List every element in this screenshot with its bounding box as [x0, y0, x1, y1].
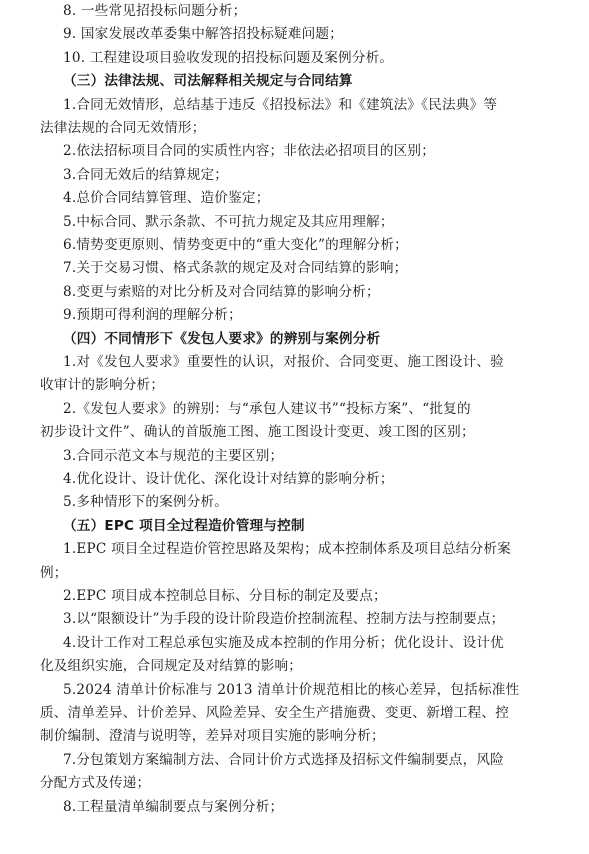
text-line: 化及组织实施，合同规定及对结算的影响；	[40, 658, 303, 675]
section-heading: （三）法律法规、司法解释相关规定与合同结算	[63, 73, 353, 90]
text-line: 3.以“限额设计”为手段的设计阶段造价控制流程、控制方法与控制要点；	[63, 611, 505, 628]
text-line: 2.依法招标项目合同的实质性内容；非依法必招项目的区别；	[63, 143, 436, 160]
section-heading: （四）不同情形下《发包人要求》的辨别与案例分析	[63, 330, 381, 347]
text-line: 收审计的影响分析；	[40, 377, 165, 394]
text-line: 4.总价合同结算管理、造价鉴定；	[63, 190, 270, 207]
text-line: 制价编制、澄清与说明等，差异对项目实施的影响分析；	[40, 728, 385, 745]
text-line: 5.中标合同、默示条款、不可抗力规定及其应用理解；	[63, 213, 394, 230]
text-line: 8.变更与索赔的对比分析及对合同结算的影响分析；	[63, 283, 380, 300]
section-heading: （五）EPC 项目全过程造价管理与控制	[63, 517, 305, 534]
text-line: 4.优化设计、设计优化、深化设计对结算的影响分析；	[63, 471, 394, 487]
text-line: 7.分包策划方案编制方法、合同计价方式选择及招标文件编制要点，风险	[63, 751, 504, 768]
text-line: 2.EPC 项目成本控制总目标、分目标的制定及要点；	[63, 588, 387, 604]
text-line: 1.EPC 项目全过程造价管控思路及架构；成本控制体系及项目总结分析案	[63, 541, 511, 558]
text-line: 5.多种情形下的案例分析。	[63, 494, 229, 511]
text-line: 9.预期可得利润的理解分析；	[63, 307, 242, 324]
text-line: 1.合同无效情形，总结基于违反《招投标法》和《建筑法》《民法典》等	[63, 96, 498, 113]
text-line: 7.关于交易习惯、格式条款的规定及对合同结算的影响；	[63, 260, 408, 277]
text-line: 1.对《发包人要求》重要性的认识，对报价、合同变更、施工图设计、验	[63, 354, 504, 370]
text-line: 3.合同示范文本与规范的主要区别；	[63, 447, 284, 464]
text-line: 3.合同无效后的结算规定；	[63, 166, 229, 183]
text-line: 分配方式及传递；	[40, 775, 151, 792]
text-line: 4.设计工作对工程总承包实施及成本控制的作用分析；优化设计、设计优	[63, 634, 504, 651]
text-line: 9. 国家发展改革委集中解答招投标疑难问题；	[63, 26, 343, 43]
text-line: 6.情势变更原则、情势变更中的“重大变化”的理解分析；	[63, 237, 408, 253]
text-line: 法律法规的合同无效情形；	[40, 120, 206, 136]
text-line: 5.2024 清单计价标准与 2013 清单计价规范相比的核心差异，包括标准性	[63, 681, 520, 698]
text-line: 质、清单差异、计价差异、风险差异、安全生产措施费、变更、新增工程、控	[40, 705, 509, 721]
text-line: 8.工程量清单编制要点与案例分析；	[63, 798, 284, 815]
text-line: 初步设计文件”、确认的首版施工图、施工图设计变更、竣工图的区别；	[40, 424, 475, 441]
text-line: 8. 一些常见招投标问题分析；	[63, 3, 247, 19]
text-line: 10. 工程建设项目验收发现的招投标问题及案例分析。	[63, 49, 394, 66]
text-line: 例；	[40, 564, 68, 581]
text-line: 2.《发包人要求》的辨别：与“承包人建议书”“投标方案”、“批复的	[63, 400, 471, 417]
